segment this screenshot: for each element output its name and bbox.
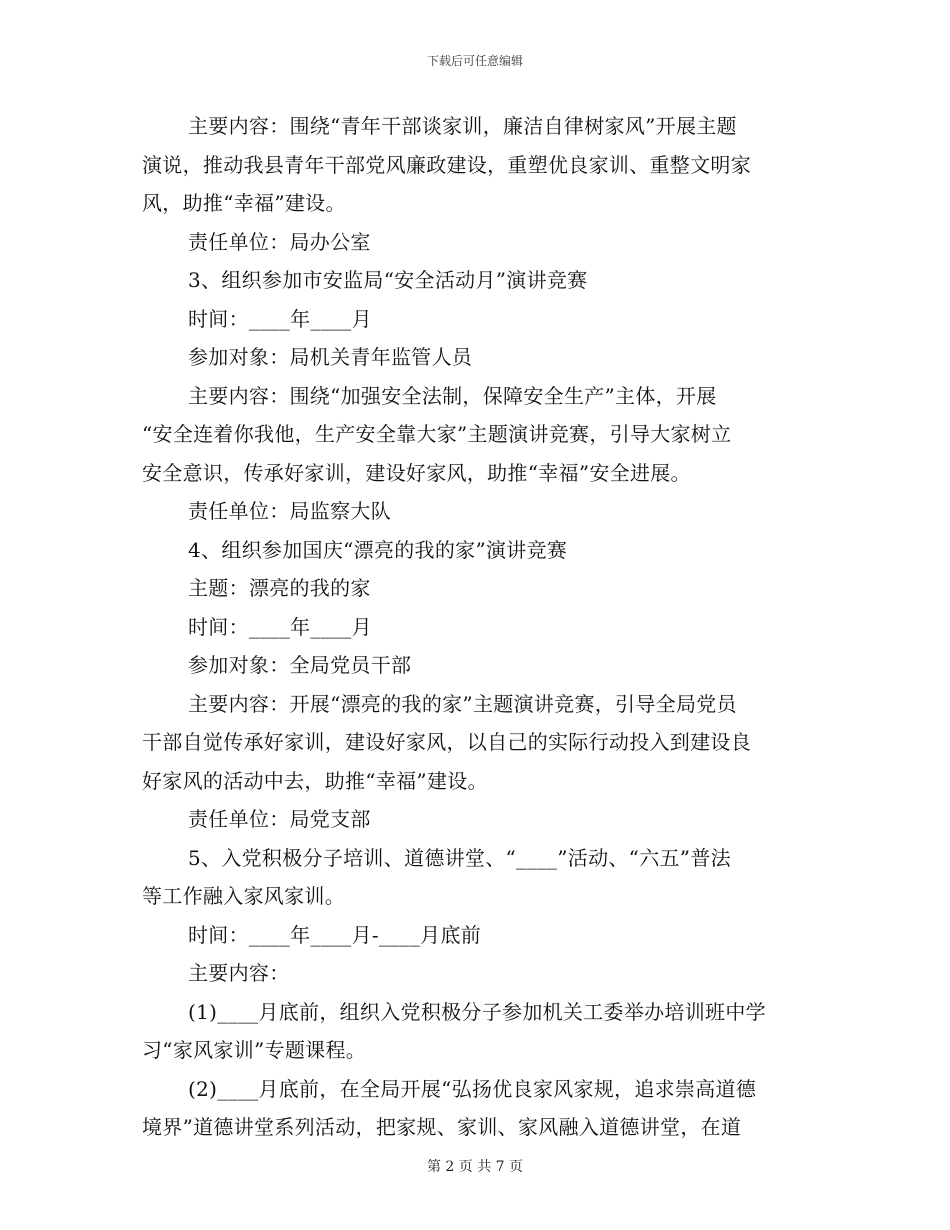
body-line: 干部自觉传承好家训，建设好家风，以自己的实际行动投入到建设良	[142, 730, 751, 754]
body-line: 等工作融入家风家训。	[142, 884, 345, 908]
body-line: 责任单位：局监察大队	[188, 499, 391, 523]
body-line: 参加对象：全局党员干部	[188, 653, 412, 677]
body-line: 风，助推“幸福”建设。	[142, 191, 346, 215]
body-line: 演说，推动我县青年干部党风廉政建设，重塑优良家训、重整文明家	[142, 152, 751, 177]
body-line: 好家风的活动中去，助推“幸福”建设。	[142, 768, 488, 793]
document-body	[142, 107, 808, 1147]
body-line: (1)____月底前，组织入党积极分子参加机关工委举办培训班中学	[188, 999, 766, 1024]
body-line: 3、组织参加市安监局“安全活动月”演讲竞赛	[188, 268, 588, 292]
body-line: 习“家风家训”专题课程。	[142, 1038, 367, 1062]
page-footer: 第 2 页 共 7 页	[426, 1159, 524, 1175]
body-line: 主要内容：	[188, 961, 290, 985]
body-line: 时间：____年____月	[188, 306, 372, 331]
body-line: 参加对象：局机关青年监管人员	[188, 345, 473, 369]
body-line: 主要内容：围绕“加强安全法制，保障安全生产”主体，开展	[188, 383, 717, 408]
body-line: 责任单位：局办公室	[188, 229, 371, 254]
body-line: 主要内容：围绕“青年干部谈家训，廉洁自律树家风”开展主题	[188, 114, 737, 138]
body-line: 安全意识，传承好家训，建设好家风，助推“幸福”安全进展。	[142, 460, 691, 485]
body-line: 4、组织参加国庆“漂亮的我的家”演讲竞赛	[188, 537, 568, 562]
body-line: (2)____月底前，在全局开展“弘扬优良家风家规，追求崇高道德	[188, 1076, 757, 1101]
page-header: 下载后可任意编辑	[426, 54, 523, 68]
body-line: 时间：____年____月-____月底前	[188, 922, 482, 947]
body-line: 责任单位：局党支部	[188, 807, 371, 831]
body-line: “安全连着你我他，生产安全靠大家”主题演讲竞赛，引导大家树立	[142, 422, 732, 446]
body-line: 境界”道德讲堂系列活动，把家规、家训、家风融入道德讲堂，在道	[142, 1115, 742, 1139]
body-line: 主题：漂亮的我的家	[188, 576, 371, 600]
body-line: 主要内容：开展“漂亮的我的家”主题演讲竞赛，引导全局党员	[188, 691, 737, 716]
body-line: 时间：____年____月	[188, 614, 372, 639]
body-line: 5、入党积极分子培训、道德讲堂、“____”活动、“六五”普法	[188, 845, 731, 870]
